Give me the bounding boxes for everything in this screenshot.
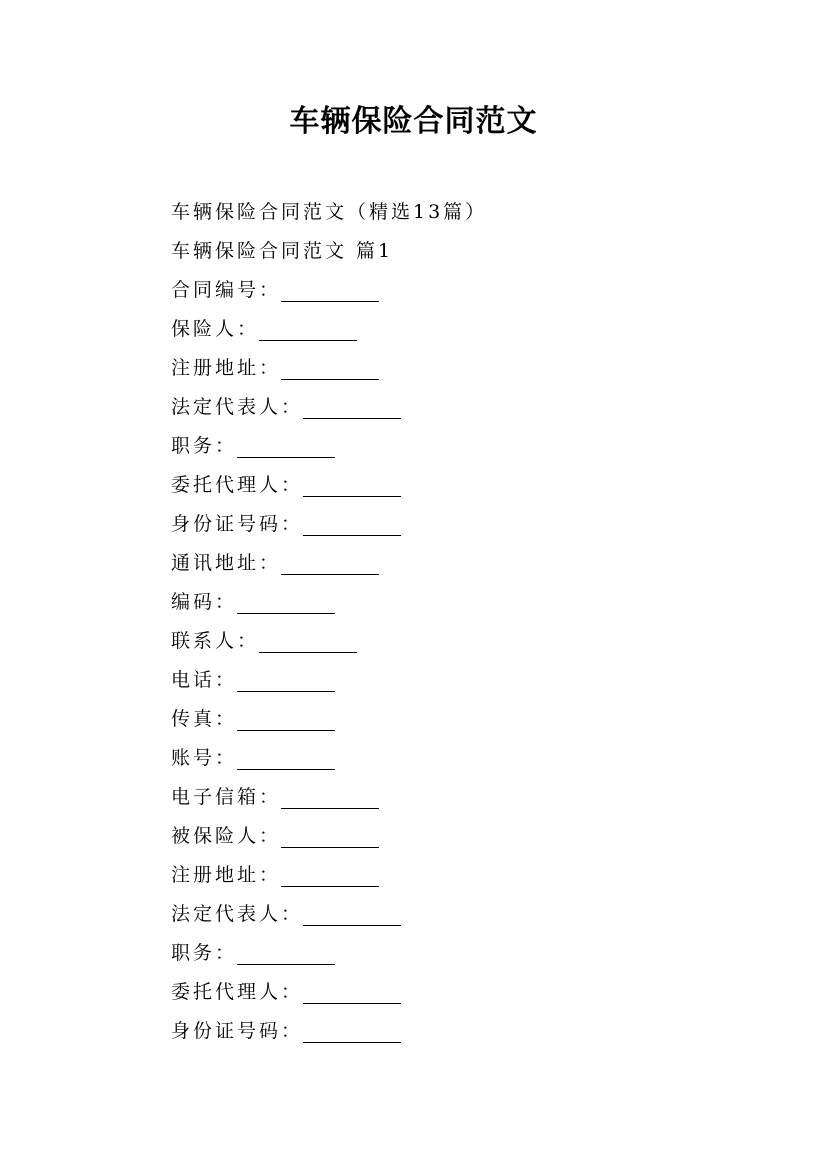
field-label: 电子信箱：	[171, 786, 282, 808]
field-label: 职务：	[171, 435, 238, 457]
field-label: 联系人：	[171, 630, 260, 652]
fill-in-blank	[237, 749, 335, 770]
field-position-2	[171, 934, 731, 973]
fill-in-blank	[259, 320, 357, 341]
field-label: 传真：	[171, 708, 238, 730]
field-label: 职务：	[171, 942, 238, 964]
field-authorized-agent	[171, 466, 731, 505]
field-label: 法定代表人：	[171, 396, 304, 418]
fill-in-blank	[281, 281, 379, 302]
field-contact-person	[171, 622, 731, 661]
field-label: 注册地址：	[171, 864, 282, 886]
field-label: 委托代理人：	[171, 474, 304, 496]
chapter-heading: 车辆保险合同范文 篇1	[171, 240, 394, 262]
field-position	[171, 427, 731, 466]
field-legal-representative	[171, 388, 731, 427]
field-insured	[171, 817, 731, 856]
field-label: 通讯地址：	[171, 552, 282, 574]
field-insurer	[171, 310, 731, 349]
field-postal-code	[171, 583, 731, 622]
field-registered-address	[171, 349, 731, 388]
fill-in-blank	[281, 359, 379, 380]
field-account-number	[171, 739, 731, 778]
field-id-number	[171, 505, 731, 544]
field-authorized-agent-2	[171, 973, 731, 1012]
fill-in-blank	[303, 1022, 401, 1043]
fill-in-blank	[281, 788, 379, 809]
fill-in-blank	[237, 944, 335, 965]
fill-in-blank	[281, 866, 379, 887]
fill-in-blank	[237, 671, 335, 692]
field-fax	[171, 700, 731, 739]
fill-in-blank	[237, 710, 335, 731]
fill-in-blank	[281, 554, 379, 575]
field-legal-representative-2	[171, 895, 731, 934]
field-label: 身份证号码：	[171, 1020, 304, 1042]
fill-in-blank	[303, 398, 401, 419]
field-label: 注册地址：	[171, 357, 282, 379]
field-label: 法定代表人：	[171, 903, 304, 925]
fill-in-blank	[237, 437, 335, 458]
document-body	[171, 193, 731, 1051]
field-phone	[171, 661, 731, 700]
field-label: 账号：	[171, 747, 238, 769]
field-label: 被保险人：	[171, 825, 282, 847]
document-title: 车辆保险合同范文	[289, 104, 538, 139]
field-contract-number	[171, 271, 731, 310]
field-email	[171, 778, 731, 817]
field-label: 合同编号：	[171, 279, 282, 301]
fill-in-blank	[237, 593, 335, 614]
field-label: 委托代理人：	[171, 981, 304, 1003]
field-id-number-2	[171, 1012, 731, 1051]
field-label: 电话：	[171, 669, 238, 691]
field-label: 保险人：	[171, 318, 260, 340]
fill-in-blank	[303, 983, 401, 1004]
intro-line: 车辆保险合同范文（精选13篇）	[171, 201, 488, 223]
field-mailing-address	[171, 544, 731, 583]
fill-in-blank	[303, 515, 401, 536]
fill-in-blank	[303, 476, 401, 497]
fill-in-blank	[259, 632, 357, 653]
fill-in-blank	[281, 827, 379, 848]
field-label: 编码：	[171, 591, 238, 613]
field-label: 身份证号码：	[171, 513, 304, 535]
field-registered-address-2	[171, 856, 731, 895]
fill-in-blank	[303, 905, 401, 926]
